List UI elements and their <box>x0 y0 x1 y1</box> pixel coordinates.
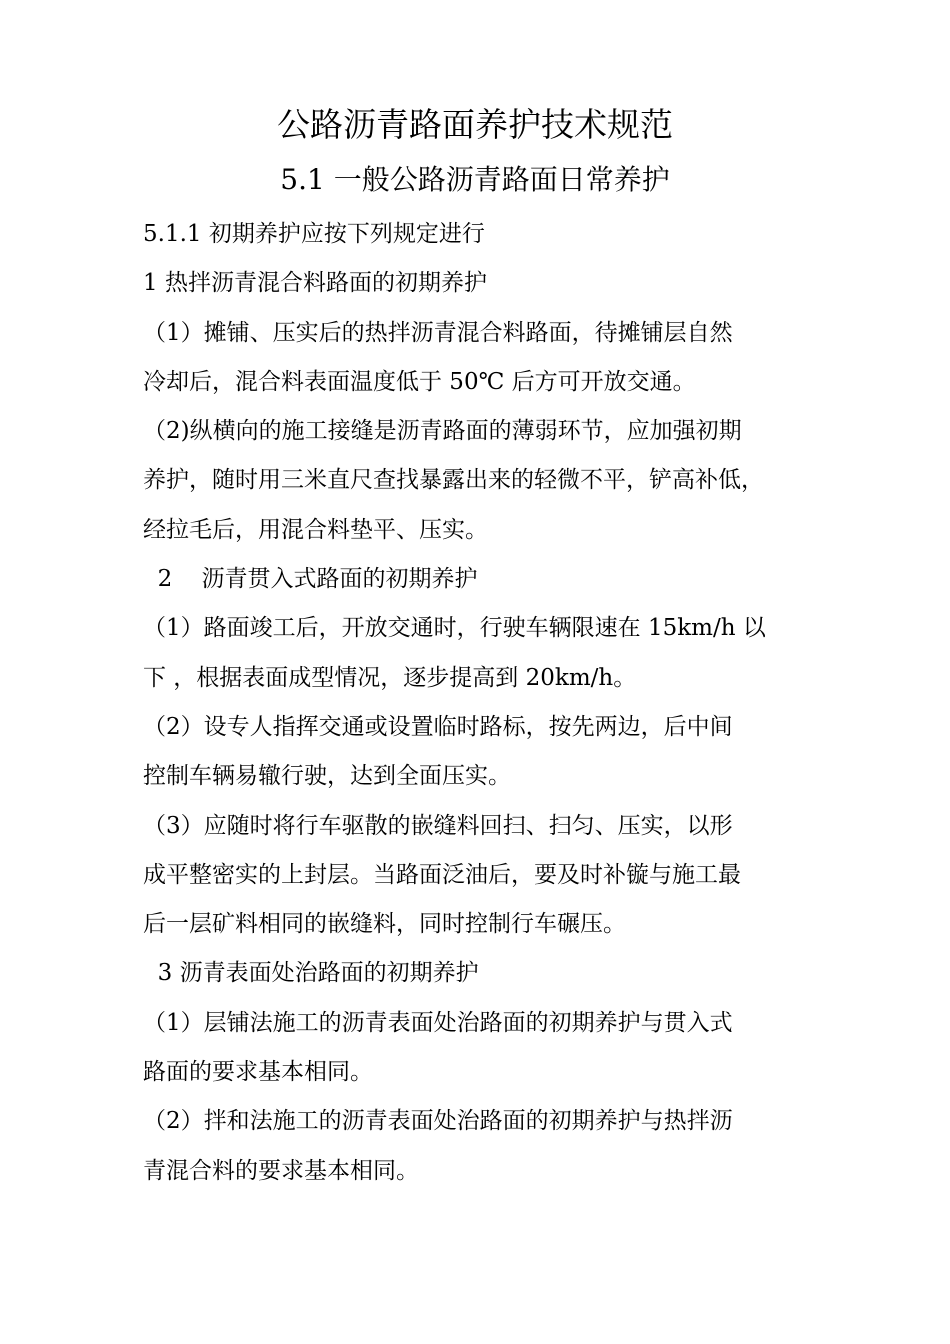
paragraph-line: 下 ，根据表面成型情况，逐步提高到 20km/h。 <box>143 664 637 691</box>
item-heading: 2 沥青贯入式路面的初期养护 <box>143 566 478 593</box>
section-heading: 5.1 一般公路沥青路面日常养护 <box>280 163 670 196</box>
document-body <box>143 210 815 1196</box>
paragraph-line: （1）路面竣工后，开放交通时，行驶车辆限速在 15km/h 以 <box>143 615 766 642</box>
document-title: 公路沥青路面养护技术规范 <box>277 105 673 144</box>
paragraph-line: 成平整密实的上封层。当路面泛油后，要及时补镟与施工最 <box>143 861 741 888</box>
paragraph-line: （2）设专人指挥交通或设置临时路标，按先两边，后中间 <box>143 713 733 740</box>
clause-heading: 5.1.1 初期养护应按下列规定进行 <box>143 221 485 247</box>
item-heading: 1 热拌沥青混合料路面的初期养护 <box>143 270 487 297</box>
item-heading: 3 沥青表面处治路面的初期养护 <box>143 960 479 987</box>
paragraph-line: 后一层矿料相同的嵌缝料，同时控制行车碾压。 <box>143 911 626 938</box>
paragraph-line: 控制车辆易辙行驶，达到全面压实。 <box>143 763 511 790</box>
paragraph-line: 青混合料的要求基本相同。 <box>143 1157 419 1184</box>
paragraph-line: （3）应随时将行车驱散的嵌缝料回扫、扫匀、压实，以形 <box>143 812 733 839</box>
paragraph-line: 冷却后，混合料表面温度低于 50℃ 后方可开放交通。 <box>143 368 696 395</box>
paragraph-line: 养护，随时用三米直尺查找暴露出来的轻微不平，铲高补低， <box>143 467 764 494</box>
paragraph-line: （1）层铺法施工的沥青表面处治路面的初期养护与贯入式 <box>143 1009 733 1036</box>
paragraph-line: 经拉毛后，用混合料垫平、压实。 <box>143 516 488 543</box>
paragraph-line: 路面的要求基本相同。 <box>143 1059 373 1086</box>
paragraph-line: （2)纵横向的施工接缝是沥青路面的薄弱环节，应加强初期 <box>143 418 742 445</box>
paragraph-line: （2）拌和法施工的沥青表面处治路面的初期养护与热拌沥 <box>143 1108 733 1135</box>
paragraph-line: （1）摊铺、压实后的热拌沥青混合料路面，待摊铺层自然 <box>143 319 733 346</box>
